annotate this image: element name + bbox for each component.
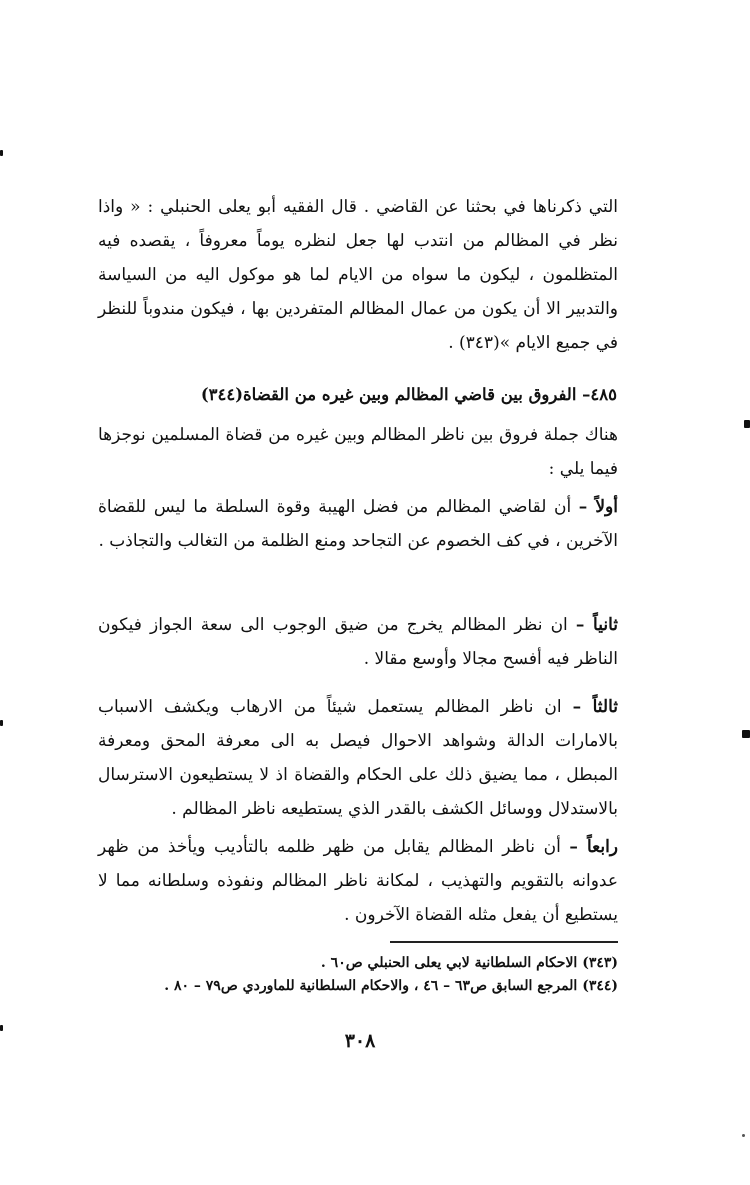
section-lead (98, 418, 618, 486)
intro-paragraph (98, 190, 618, 360)
footnote-343: (٣٤٣) الاحكام السلطانية لابي يعلى الحنبلي ص٦٠ . (320, 955, 618, 971)
point-text: ان نظر المظالم يخرج من ضيق الوجوب الى سعة الجواز فيكون الناظر فيه أفسح مجالا وأوسع مقالا . (98, 615, 618, 669)
point-label: رابعاً – (569, 837, 619, 857)
point-label: أولاً – (578, 497, 618, 517)
scan-edge-mark (744, 420, 750, 428)
section-heading: ٤٨٥– الفروق بين قاضي المظالم وبين غيره من القضاة(٣٤٤) (200, 385, 617, 404)
point-2 (98, 608, 618, 676)
point-text: أن لقاضي المظالم من فضل الهيبة وقوة السلطة ما ليس للقضاة الآخرين ، في كف الخصوم عن التجاحد ومنع الظلمة من التغالب والتجاذب . (98, 497, 618, 551)
footnote-344: (٣٤٤) المرجع السابق ص٦٣ – ٤٦ ، والاحكام السلطانية للماوردي ص٧٩ – ٨٠ . (164, 978, 618, 994)
scan-edge-mark (0, 1025, 3, 1031)
lead-text: هناك جملة فروق بين ناظر المظالم وبين غيره من قضاة المسلمين نوجزها فيما يلي : (98, 425, 618, 479)
point-label: ثالثاً – (572, 697, 618, 717)
point-1 (98, 490, 618, 558)
point-3 (98, 690, 618, 826)
intro-text: التي ذكرناها في بحثنا عن القاضي . قال الفقيه أبو يعلى الحنبلي : « واذا نظر في المظالم من انتدب لها جعل لنظره يوماً معروفاً ، يقصده فيه المتظلمون ، ليكون ما سواه من الايام لما هو موكول اليه من السياسة والتدبير الا أن يكون من عمال المظالم المتفردين بها ، فيكون مندوباً للنظر في جميع الايام »(٣٤٣) . (98, 197, 618, 353)
footnote-divider (390, 941, 618, 943)
scan-edge-mark (0, 720, 3, 726)
point-text: ان ناظر المظالم يستعمل شيئاً من الارهاب ويكشف الاسباب بالامارات الدالة وشواهد الاحوال فيصل به الى معرفة المحق ومعرفة المبطل ، مما يضيق ذلك على الحكام والقضاة اذ لا يستطيعون الاسترسال بالاستدلال ووسائل الكشف بالقدر الذي يستطيعه ناظر المظالم . (98, 697, 618, 819)
scan-edge-mark (742, 730, 750, 738)
scan-edge-mark (0, 150, 3, 156)
point-label: ثانياً – (575, 615, 618, 635)
page-number: ٣٠٨ (344, 1030, 376, 1052)
footnotes (98, 952, 618, 998)
point-text: أن ناظر المظالم يقابل من ظهر ظلمه بالتأديب ويأخذ من ظهر عدوانه بالتقويم والتهذيب ، لمكانة ناظر المظالم ونفوذه وسلطانه مما لا يستطيع أن يفعل مثله القضاة الآخرون . (98, 837, 618, 925)
scan-speck (742, 1134, 745, 1137)
point-4 (98, 830, 618, 932)
